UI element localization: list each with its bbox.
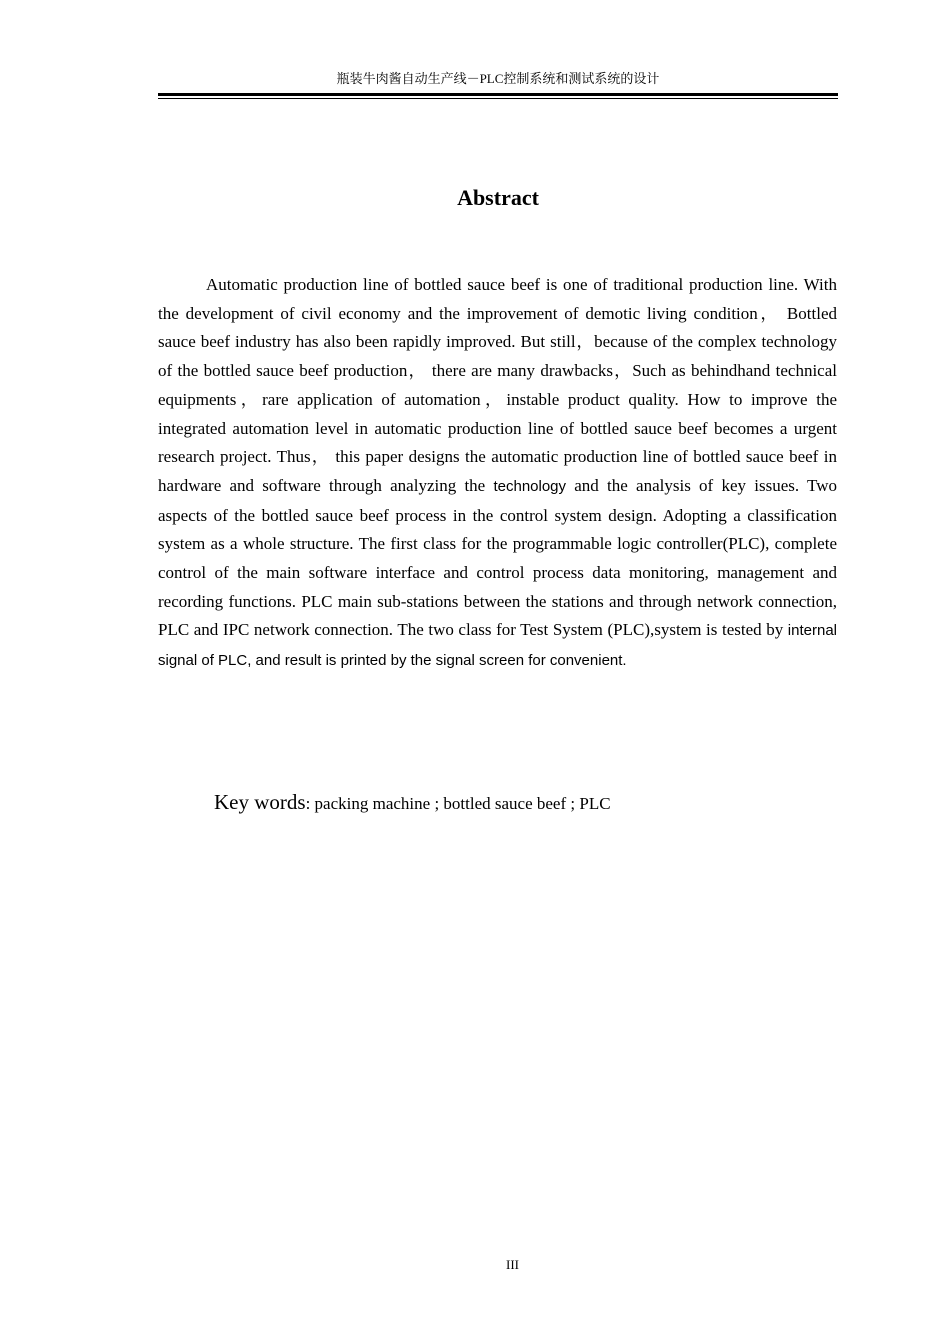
- abstract-text-part-2: technology: [493, 477, 567, 495]
- abstract-text-part-1: Automatic production line of bottled sauce beef is one of traditional production line. With the development of civil economy and the improvement of demotic living condition， Bottled sauce beef industry has also been rapidly improved. But still，because of the complex technology of the bottled sauce beef production， there are many drawbacks，Such as behindhand technical equipments，rare application of automation，instable product quality. How to improve the integrated automation level in automatic production line of bottled sauce beef becomes a urgent research project. Thus， this paper designs the automatic production line of bottled sauce beef in hardware and software through analyzing the: [158, 275, 837, 495]
- keywords-line: [214, 788, 834, 818]
- header-rule-thick: [158, 93, 838, 96]
- running-header: 瓶装牛肉酱自动生产线－PLC控制系统和测试系统的设计: [336, 71, 660, 86]
- abstract-text-part-4: internal signal of PLC, and result is printed by the signal screen for convenient.: [158, 622, 837, 670]
- abstract-text-part-3: and the analysis of key issues. Two aspects of the bottled sauce beef process in the control system design. Adopting a classification system as a whole structure. The first class for the programmable logic controller(PLC), complete control of the main software interface and control process data monitoring, management and recording functions. PLC main sub-stations between the stations and through network connection, PLC and IPC network connection. The two class for Test System (PLC),system is tested by: [158, 475, 838, 640]
- header-rule-thin: [158, 98, 838, 99]
- abstract-paragraph: [158, 271, 837, 676]
- page-number: III: [506, 1257, 519, 1272]
- keywords-text: : packing machine ; bottled sauce beef ; PLC: [305, 794, 611, 813]
- keywords-label: Key words: [214, 790, 306, 814]
- page-title: Abstract: [457, 185, 539, 210]
